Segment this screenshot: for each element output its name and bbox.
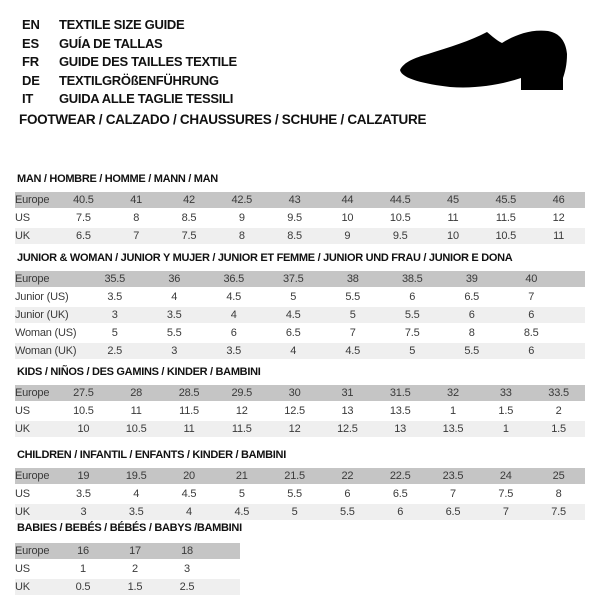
size-cell: 32	[427, 385, 480, 401]
size-cell: 22	[321, 468, 374, 484]
size-row	[15, 325, 585, 341]
row-label: US	[15, 403, 57, 419]
size-cell: 2	[532, 403, 585, 419]
size-row	[15, 561, 240, 577]
size-cell: 5	[323, 307, 383, 323]
size-row	[15, 228, 585, 244]
language-code: EN	[22, 17, 40, 32]
size-cell: 2	[109, 561, 161, 577]
size-cell: 5	[383, 343, 443, 359]
size-cell: 11	[532, 228, 585, 244]
size-cell: 8	[110, 210, 163, 226]
size-cell: 8	[442, 325, 502, 341]
size-cell: 5	[268, 504, 321, 520]
size-cell: 31	[321, 385, 374, 401]
language-row	[22, 53, 237, 72]
size-table	[15, 541, 240, 597]
size-cell: 21.5	[268, 468, 321, 484]
size-cell: 9	[215, 210, 268, 226]
size-cell: 7	[502, 289, 562, 305]
size-cell: 40.5	[57, 192, 110, 208]
size-cell: 24	[479, 468, 532, 484]
language-title-list	[22, 16, 237, 109]
size-table-wrap-children	[15, 466, 585, 522]
language-guide-title: GUIDE DES TAILLES TEXTILE	[59, 54, 237, 70]
size-table-wrap-man	[15, 190, 585, 246]
language-row	[22, 72, 237, 91]
size-cell: 10.5	[479, 228, 532, 244]
size-cell: 36.5	[204, 271, 264, 287]
row-label: US	[15, 561, 57, 577]
table-title-kids: KIDS / NIÑOS / DES GAMINS / KINDER / BAMBINI	[17, 366, 261, 378]
size-cell: 4	[204, 307, 264, 323]
language-code: IT	[22, 91, 34, 107]
size-cell: 31.5	[374, 385, 427, 401]
size-cell: 7.5	[479, 486, 532, 502]
row-label: Junior (UK)	[15, 307, 85, 323]
size-cell: 1.5	[109, 579, 161, 595]
size-cell: 7.5	[57, 210, 110, 226]
size-cell: 40	[502, 271, 562, 287]
size-cell: 20	[163, 468, 216, 484]
size-cell: 5.5	[268, 486, 321, 502]
size-table	[15, 383, 585, 439]
size-table	[15, 190, 585, 246]
size-cell: 28.5	[163, 385, 216, 401]
size-cell: 3	[57, 504, 110, 520]
row-label: US	[15, 210, 57, 226]
size-cell: 2.5	[85, 343, 145, 359]
size-cell: 3.5	[110, 504, 163, 520]
size-cell: 8.5	[163, 210, 216, 226]
size-cell: 19	[57, 468, 110, 484]
size-cell: 3.5	[85, 289, 145, 305]
size-cell: 10	[427, 228, 480, 244]
size-cell: 3.5	[204, 343, 264, 359]
size-cell: 22.5	[374, 468, 427, 484]
size-cell: 46	[532, 192, 585, 208]
size-cell: 7	[427, 486, 480, 502]
size-cell: 5.5	[323, 289, 383, 305]
size-cell: 1	[479, 421, 532, 437]
size-cell: 21	[215, 468, 268, 484]
size-cell: 43	[268, 192, 321, 208]
size-cell: 17	[109, 543, 161, 559]
size-cell: 36	[145, 271, 205, 287]
size-cell: 33.5	[532, 385, 585, 401]
size-cell: 5	[85, 325, 145, 341]
filler-cell	[561, 271, 585, 287]
row-label: US	[15, 486, 57, 502]
size-cell: 5.5	[145, 325, 205, 341]
language-guide-title: GUÍA DE TALLAS	[59, 35, 163, 51]
size-cell: 6.5	[374, 486, 427, 502]
filler-cell	[561, 307, 585, 323]
size-cell: 13.5	[427, 421, 480, 437]
row-label: UK	[15, 228, 57, 244]
row-label: Woman (US)	[15, 325, 85, 341]
row-label: Junior (US)	[15, 289, 85, 305]
size-table	[15, 269, 585, 361]
size-row	[15, 504, 585, 520]
size-cell: 4	[163, 504, 216, 520]
row-label: UK	[15, 504, 57, 520]
size-cell: 12	[215, 403, 268, 419]
size-cell: 6.5	[57, 228, 110, 244]
size-cell: 4.5	[264, 307, 324, 323]
filler-cell	[213, 543, 240, 559]
filler-cell	[561, 343, 585, 359]
size-row	[15, 468, 585, 484]
size-cell: 11.5	[163, 403, 216, 419]
filler-cell	[213, 561, 240, 577]
size-cell: 4.5	[323, 343, 383, 359]
size-cell: 5	[264, 289, 324, 305]
row-label: Europe	[15, 385, 57, 401]
size-cell: 27.5	[57, 385, 110, 401]
row-label: UK	[15, 421, 57, 437]
size-cell: 6.5	[264, 325, 324, 341]
size-row	[15, 403, 585, 419]
size-cell: 35.5	[85, 271, 145, 287]
size-cell: 38.5	[383, 271, 443, 287]
size-cell: 6	[442, 307, 502, 323]
filler-cell	[561, 289, 585, 305]
size-cell: 28	[110, 385, 163, 401]
size-cell: 9.5	[268, 210, 321, 226]
language-row	[22, 16, 237, 35]
size-cell: 8	[532, 486, 585, 502]
size-cell: 25	[532, 468, 585, 484]
table-title-babies: BABIES / BEBÉS / BÉBÉS / BABYS /BAMBINI	[17, 522, 242, 534]
size-cell: 1	[57, 561, 109, 577]
size-cell: 3.5	[145, 307, 205, 323]
size-cell: 4	[145, 289, 205, 305]
size-cell: 6	[502, 307, 562, 323]
size-cell: 12	[532, 210, 585, 226]
size-cell: 1.5	[479, 403, 532, 419]
size-cell: 4.5	[163, 486, 216, 502]
size-cell: 13	[321, 403, 374, 419]
size-cell: 19.5	[110, 468, 163, 484]
size-cell: 5.5	[442, 343, 502, 359]
size-cell: 5.5	[321, 504, 374, 520]
size-cell: 10	[321, 210, 374, 226]
size-table-wrap-kids	[15, 383, 585, 439]
size-cell: 3	[85, 307, 145, 323]
size-table-wrap-babies	[15, 541, 240, 597]
dress-shoe-icon	[390, 20, 590, 115]
size-cell: 6	[374, 504, 427, 520]
size-cell: 6	[383, 289, 443, 305]
size-cell: 18	[161, 543, 213, 559]
size-table	[15, 466, 585, 522]
size-row	[15, 289, 585, 305]
language-row	[22, 90, 237, 109]
size-cell: 8.5	[268, 228, 321, 244]
size-cell: 11	[110, 403, 163, 419]
size-cell: 38	[323, 271, 383, 287]
size-row	[15, 210, 585, 226]
size-cell: 23.5	[427, 468, 480, 484]
size-cell: 7.5	[532, 504, 585, 520]
size-cell: 9	[321, 228, 374, 244]
size-cell: 6	[321, 486, 374, 502]
size-cell: 5.5	[383, 307, 443, 323]
size-cell: 44	[321, 192, 374, 208]
size-row	[15, 543, 240, 559]
size-cell: 11.5	[215, 421, 268, 437]
size-cell: 12.5	[268, 403, 321, 419]
size-cell: 4	[110, 486, 163, 502]
size-row	[15, 421, 585, 437]
size-cell: 41	[110, 192, 163, 208]
size-cell: 0.5	[57, 579, 109, 595]
size-cell: 7	[479, 504, 532, 520]
size-cell: 11.5	[479, 210, 532, 226]
size-cell: 7	[323, 325, 383, 341]
size-cell: 10	[57, 421, 110, 437]
size-cell: 1.5	[532, 421, 585, 437]
filler-cell	[561, 325, 585, 341]
size-cell: 12.5	[321, 421, 374, 437]
table-title-man: MAN / HOMBRE / HOMME / MANN / MAN	[17, 173, 218, 185]
language-guide-title: TEXTILGRÖßENFÜHRUNG	[59, 72, 219, 88]
size-cell: 3	[161, 561, 213, 577]
size-row	[15, 271, 585, 287]
size-cell: 30	[268, 385, 321, 401]
size-cell: 7	[110, 228, 163, 244]
size-row	[15, 579, 240, 595]
size-cell: 3	[145, 343, 205, 359]
size-cell: 11	[163, 421, 216, 437]
row-label: Europe	[15, 271, 85, 287]
category-title: FOOTWEAR / CALZADO / CHAUSSURES / SCHUHE / CALZATURE	[19, 112, 427, 127]
size-cell: 10.5	[110, 421, 163, 437]
size-cell: 4	[264, 343, 324, 359]
row-label: UK	[15, 579, 57, 595]
size-cell: 2.5	[161, 579, 213, 595]
size-cell: 6	[502, 343, 562, 359]
size-cell: 13.5	[374, 403, 427, 419]
language-code: ES	[22, 35, 39, 51]
size-cell: 10.5	[374, 210, 427, 226]
size-cell: 33	[479, 385, 532, 401]
size-cell: 45.5	[479, 192, 532, 208]
size-cell: 39	[442, 271, 502, 287]
size-cell: 42	[163, 192, 216, 208]
size-cell: 4.5	[204, 289, 264, 305]
size-cell: 1	[427, 403, 480, 419]
size-cell: 6.5	[442, 289, 502, 305]
size-cell: 44.5	[374, 192, 427, 208]
size-cell: 8.5	[502, 325, 562, 341]
size-cell: 9.5	[374, 228, 427, 244]
row-label: Europe	[15, 543, 57, 559]
size-cell: 7.5	[163, 228, 216, 244]
size-cell: 7.5	[383, 325, 443, 341]
table-title-children: CHILDREN / INFANTIL / ENFANTS / KINDER / BAMBINI	[17, 449, 286, 461]
size-cell: 10.5	[57, 403, 110, 419]
row-label: Europe	[15, 468, 57, 484]
language-guide-title: GUIDA ALLE TAGLIE TESSILI	[59, 91, 234, 107]
row-label: Woman (UK)	[15, 343, 85, 359]
language-code: FR	[22, 54, 39, 70]
size-cell: 13	[374, 421, 427, 437]
language-guide-title: TEXTILE SIZE GUIDE	[59, 17, 185, 32]
size-cell: 12	[268, 421, 321, 437]
language-row	[22, 35, 237, 54]
size-cell: 6	[204, 325, 264, 341]
size-table-wrap-junior-woman	[15, 269, 585, 361]
table-title-junior-woman: JUNIOR & WOMAN / JUNIOR Y MUJER / JUNIOR ET FEMME / JUNIOR UND FRAU / JUNIOR E DONA	[17, 252, 513, 264]
size-cell: 16	[57, 543, 109, 559]
size-cell: 8	[215, 228, 268, 244]
row-label: Europe	[15, 192, 57, 208]
size-cell: 4.5	[215, 504, 268, 520]
filler-cell	[213, 579, 240, 595]
size-cell: 45	[427, 192, 480, 208]
size-row	[15, 307, 585, 323]
size-row	[15, 486, 585, 502]
size-cell: 42.5	[215, 192, 268, 208]
size-cell: 6.5	[427, 504, 480, 520]
size-cell: 29.5	[215, 385, 268, 401]
size-row	[15, 192, 585, 208]
language-code: DE	[22, 72, 40, 88]
size-cell: 37.5	[264, 271, 324, 287]
size-cell: 5	[215, 486, 268, 502]
size-cell: 3.5	[57, 486, 110, 502]
size-row	[15, 385, 585, 401]
size-cell: 11	[427, 210, 480, 226]
size-row	[15, 343, 585, 359]
